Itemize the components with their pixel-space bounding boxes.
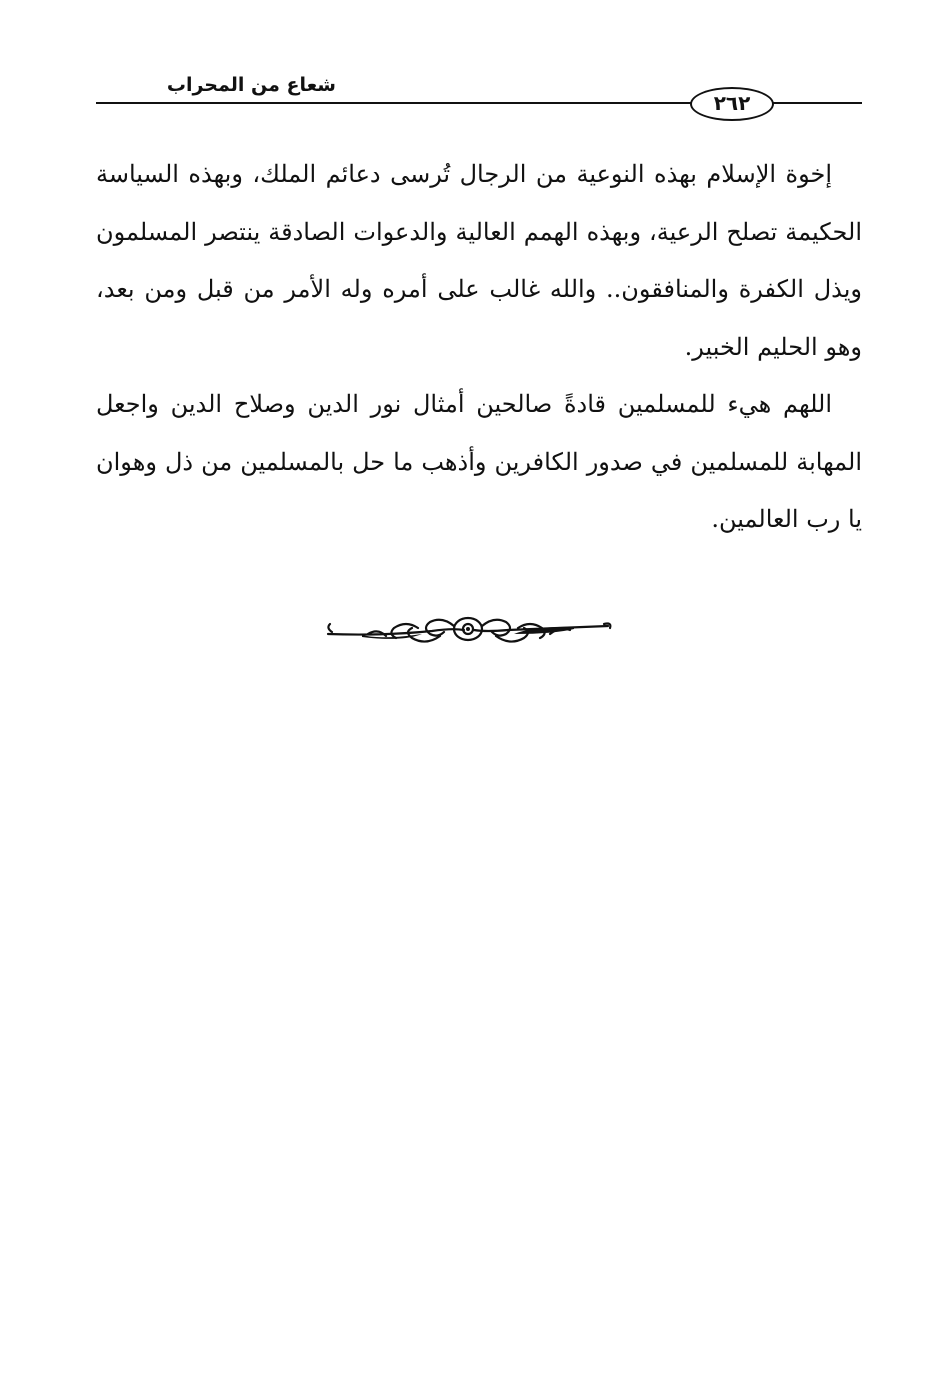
paragraph-1: إخوة الإسلام بهذه النوعية من الرجال تُرسى دعائم الملك، وبهذه السياسة الحكيمة تصلح الرعية، وبهذه الهمم العالية والدعوات الصادقة ينتصر المسلمون ويذل الكفرة والمنافقون.. والله غالب على أمره وله الأمر من قبل ومن بعد، وهو الحليم الخبير. xyxy=(96,160,862,361)
body-text xyxy=(96,146,862,549)
floral-divider-icon xyxy=(322,606,614,656)
page-number-badge: ٢٦٢ xyxy=(690,87,774,121)
running-header-title: شعاع من المحراب xyxy=(166,74,336,96)
paragraph-2: اللهم هيء للمسلمين قادةً صالحين أمثال نور الدين وصلاح الدين واجعل المهابة للمسلمين في صدور الكافرين وأذهب ما حل بالمسلمين من ذل وهوان يا رب العالمين. xyxy=(96,390,862,533)
